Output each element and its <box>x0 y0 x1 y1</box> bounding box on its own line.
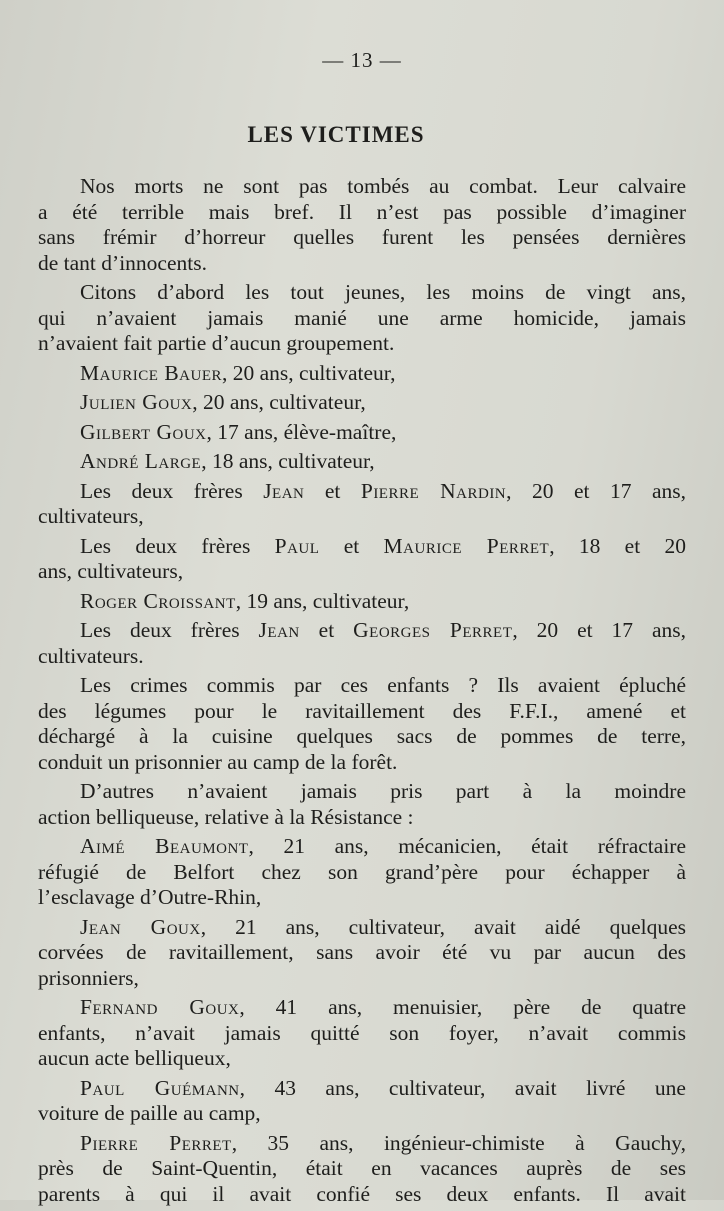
text-line <box>38 306 686 332</box>
paragraph <box>38 1131 686 1208</box>
text-segment: , 41 ans, menuisier, père de quatre <box>239 995 687 1019</box>
text-segment: Nos morts ne sont pas tombés au combat. Leur calvaire <box>80 174 686 198</box>
text-line <box>38 331 686 357</box>
text-segment: , 20 et 17 ans, <box>506 478 686 503</box>
text-line <box>38 1046 686 1072</box>
text-segment: aucun acte belliqueux, <box>38 1046 231 1070</box>
text-line <box>38 225 686 251</box>
text-segment: Les deux frères <box>80 478 264 503</box>
text-segment: a été terrible mais bref. Il n’est pas possible d’imaginer <box>38 199 686 224</box>
text-segment: sans frémir d’horreur quelles furent les pensées dernières <box>38 225 686 249</box>
victim-name: Pierre Nardin <box>360 478 507 503</box>
victim-name: Paul Guémann <box>80 1075 240 1100</box>
text-line <box>38 834 686 860</box>
text-segment: , 35 ans, ingénieur-chimiste à Gauchy, <box>231 1130 687 1155</box>
text-segment: , 21 ans, mécanicien, était réfractaire <box>248 834 686 858</box>
text-line <box>38 534 686 560</box>
paragraph <box>38 390 686 416</box>
text-segment: , 18 et 20 <box>549 533 686 558</box>
text-segment: Les crimes commis par ces enfants ? Ils avaient épluché <box>80 673 686 697</box>
text-line <box>38 940 686 966</box>
text-line <box>38 361 686 387</box>
text-segment: de tant d’innocents. <box>38 250 207 275</box>
text-line <box>38 589 686 615</box>
text-segment: qui n’avaient jamais manié une arme homicide, jamais <box>38 305 686 330</box>
text-segment: prisonniers, <box>38 965 139 990</box>
text-segment: D’autres n’avaient jamais pris part à la moindre <box>80 779 686 803</box>
text-segment: cultivateurs, <box>38 504 144 528</box>
text-segment: action belliqueuse, relative à la Résistance : <box>38 804 414 829</box>
text-segment: , 17 ans, élève-maître, <box>206 419 397 444</box>
paragraph <box>38 449 686 475</box>
text-line <box>38 995 686 1021</box>
body-text <box>38 174 686 1211</box>
paragraph <box>38 174 686 276</box>
text-segment: Les deux frères <box>80 618 259 642</box>
text-line <box>38 673 686 699</box>
text-line <box>38 280 686 306</box>
paragraph <box>38 834 686 911</box>
victim-name: Roger Croissant <box>80 588 236 613</box>
text-line <box>38 618 686 644</box>
text-line <box>38 504 686 530</box>
text-segment: Les deux frères <box>80 533 275 558</box>
text-segment: , 20 ans, cultivateur, <box>192 390 366 414</box>
text-line <box>38 420 686 446</box>
text-segment: cultivateurs. <box>38 643 144 668</box>
text-line <box>38 1021 686 1047</box>
paragraph <box>38 479 686 530</box>
text-line <box>38 174 686 200</box>
paragraph <box>38 1076 686 1127</box>
text-line <box>38 1131 686 1157</box>
text-segment: , 43 ans, cultivateur, avait livré une <box>239 1075 686 1100</box>
paragraph <box>38 995 686 1072</box>
text-line <box>38 449 686 475</box>
text-line <box>38 559 686 585</box>
text-segment: n’avaient fait partie d’aucun groupement. <box>38 331 395 355</box>
text-segment: l’esclavage d’Outre-Rhin, <box>38 885 262 909</box>
paragraph <box>38 420 686 446</box>
text-segment: enfants, n’avait jamais quitté son foyer, n’avait commis <box>38 1020 686 1045</box>
text-line <box>38 479 686 505</box>
text-line <box>38 805 686 831</box>
text-segment: et <box>299 618 354 642</box>
victim-name: Jean Goux <box>80 914 201 939</box>
page-number: — 13 — <box>322 48 402 72</box>
text-segment: réfugié de Belfort chez son grand’père pour échapper à <box>38 859 686 884</box>
text-segment: corvées de ravitaillement, sans avoir été vu par aucun des <box>38 940 686 964</box>
text-line <box>38 1101 686 1127</box>
text-line <box>38 750 686 776</box>
text-segment: , 20 ans, cultivateur, <box>222 360 396 385</box>
text-line <box>38 885 686 911</box>
text-segment: voiture de paille au camp, <box>38 1101 261 1125</box>
text-segment: Citons d’abord les tout jeunes, les moins de vingt ans, <box>80 280 686 304</box>
text-line <box>38 915 686 941</box>
victim-name: Paul <box>274 533 320 558</box>
text-line <box>38 1076 686 1102</box>
text-line <box>38 966 686 992</box>
paragraph <box>38 589 686 615</box>
text-line <box>38 724 686 750</box>
text-line <box>38 860 686 886</box>
victim-name: André Large <box>80 449 202 473</box>
text-segment: , 18 ans, cultivateur, <box>201 449 375 473</box>
paragraph <box>38 779 686 830</box>
paragraph <box>38 361 686 387</box>
paragraph <box>38 673 686 775</box>
text-line <box>38 1182 686 1208</box>
victim-name: Georges Perret <box>353 618 513 642</box>
victim-name: Jean <box>258 618 300 642</box>
text-segment: , 21 ans, cultivateur, avait aidé quelques <box>200 914 687 939</box>
victim-name: Pierre Perret <box>80 1130 232 1155</box>
text-line <box>38 251 686 277</box>
victim-name: Maurice Perret <box>383 533 550 558</box>
text-segment: ans, cultivateurs, <box>38 559 184 583</box>
victim-name: Maurice Bauer <box>80 360 222 385</box>
text-line <box>38 779 686 805</box>
text-line <box>38 200 686 226</box>
text-line <box>38 390 686 416</box>
paragraph <box>38 280 686 357</box>
victim-name: Aimé Beaumont <box>80 834 249 858</box>
text-segment: parents à qui il avait confié ses deux enfants. Il avait <box>38 1181 686 1206</box>
victim-name: Fernand Goux <box>80 995 240 1019</box>
text-line <box>38 699 686 725</box>
text-segment: et <box>304 478 361 503</box>
paragraph <box>38 915 686 992</box>
text-segment: , 20 et 17 ans, <box>512 618 686 642</box>
text-segment: , 19 ans, cultivateur, <box>235 588 410 613</box>
victim-name: Jean <box>263 478 305 503</box>
text-segment: et <box>319 533 384 558</box>
text-segment: près de Saint-Quentin, était en vacances auprès de ses <box>38 1156 686 1180</box>
text-segment: conduit un prisonnier au camp de la forêt. <box>38 749 398 774</box>
text-segment: des légumes pour le ravitaillement des F.F.I., amené et <box>38 698 686 723</box>
victim-name: Julien Goux <box>80 390 193 414</box>
paragraph <box>38 618 686 669</box>
victim-name: Gilbert Goux <box>80 419 207 444</box>
paragraph <box>38 534 686 585</box>
text-segment: déchargé à la cuisine quelques sacs de pommes de terre, <box>38 724 686 748</box>
chapter-title: LES VICTIMES <box>247 122 425 147</box>
text-line <box>38 644 686 670</box>
text-line <box>38 1156 686 1182</box>
